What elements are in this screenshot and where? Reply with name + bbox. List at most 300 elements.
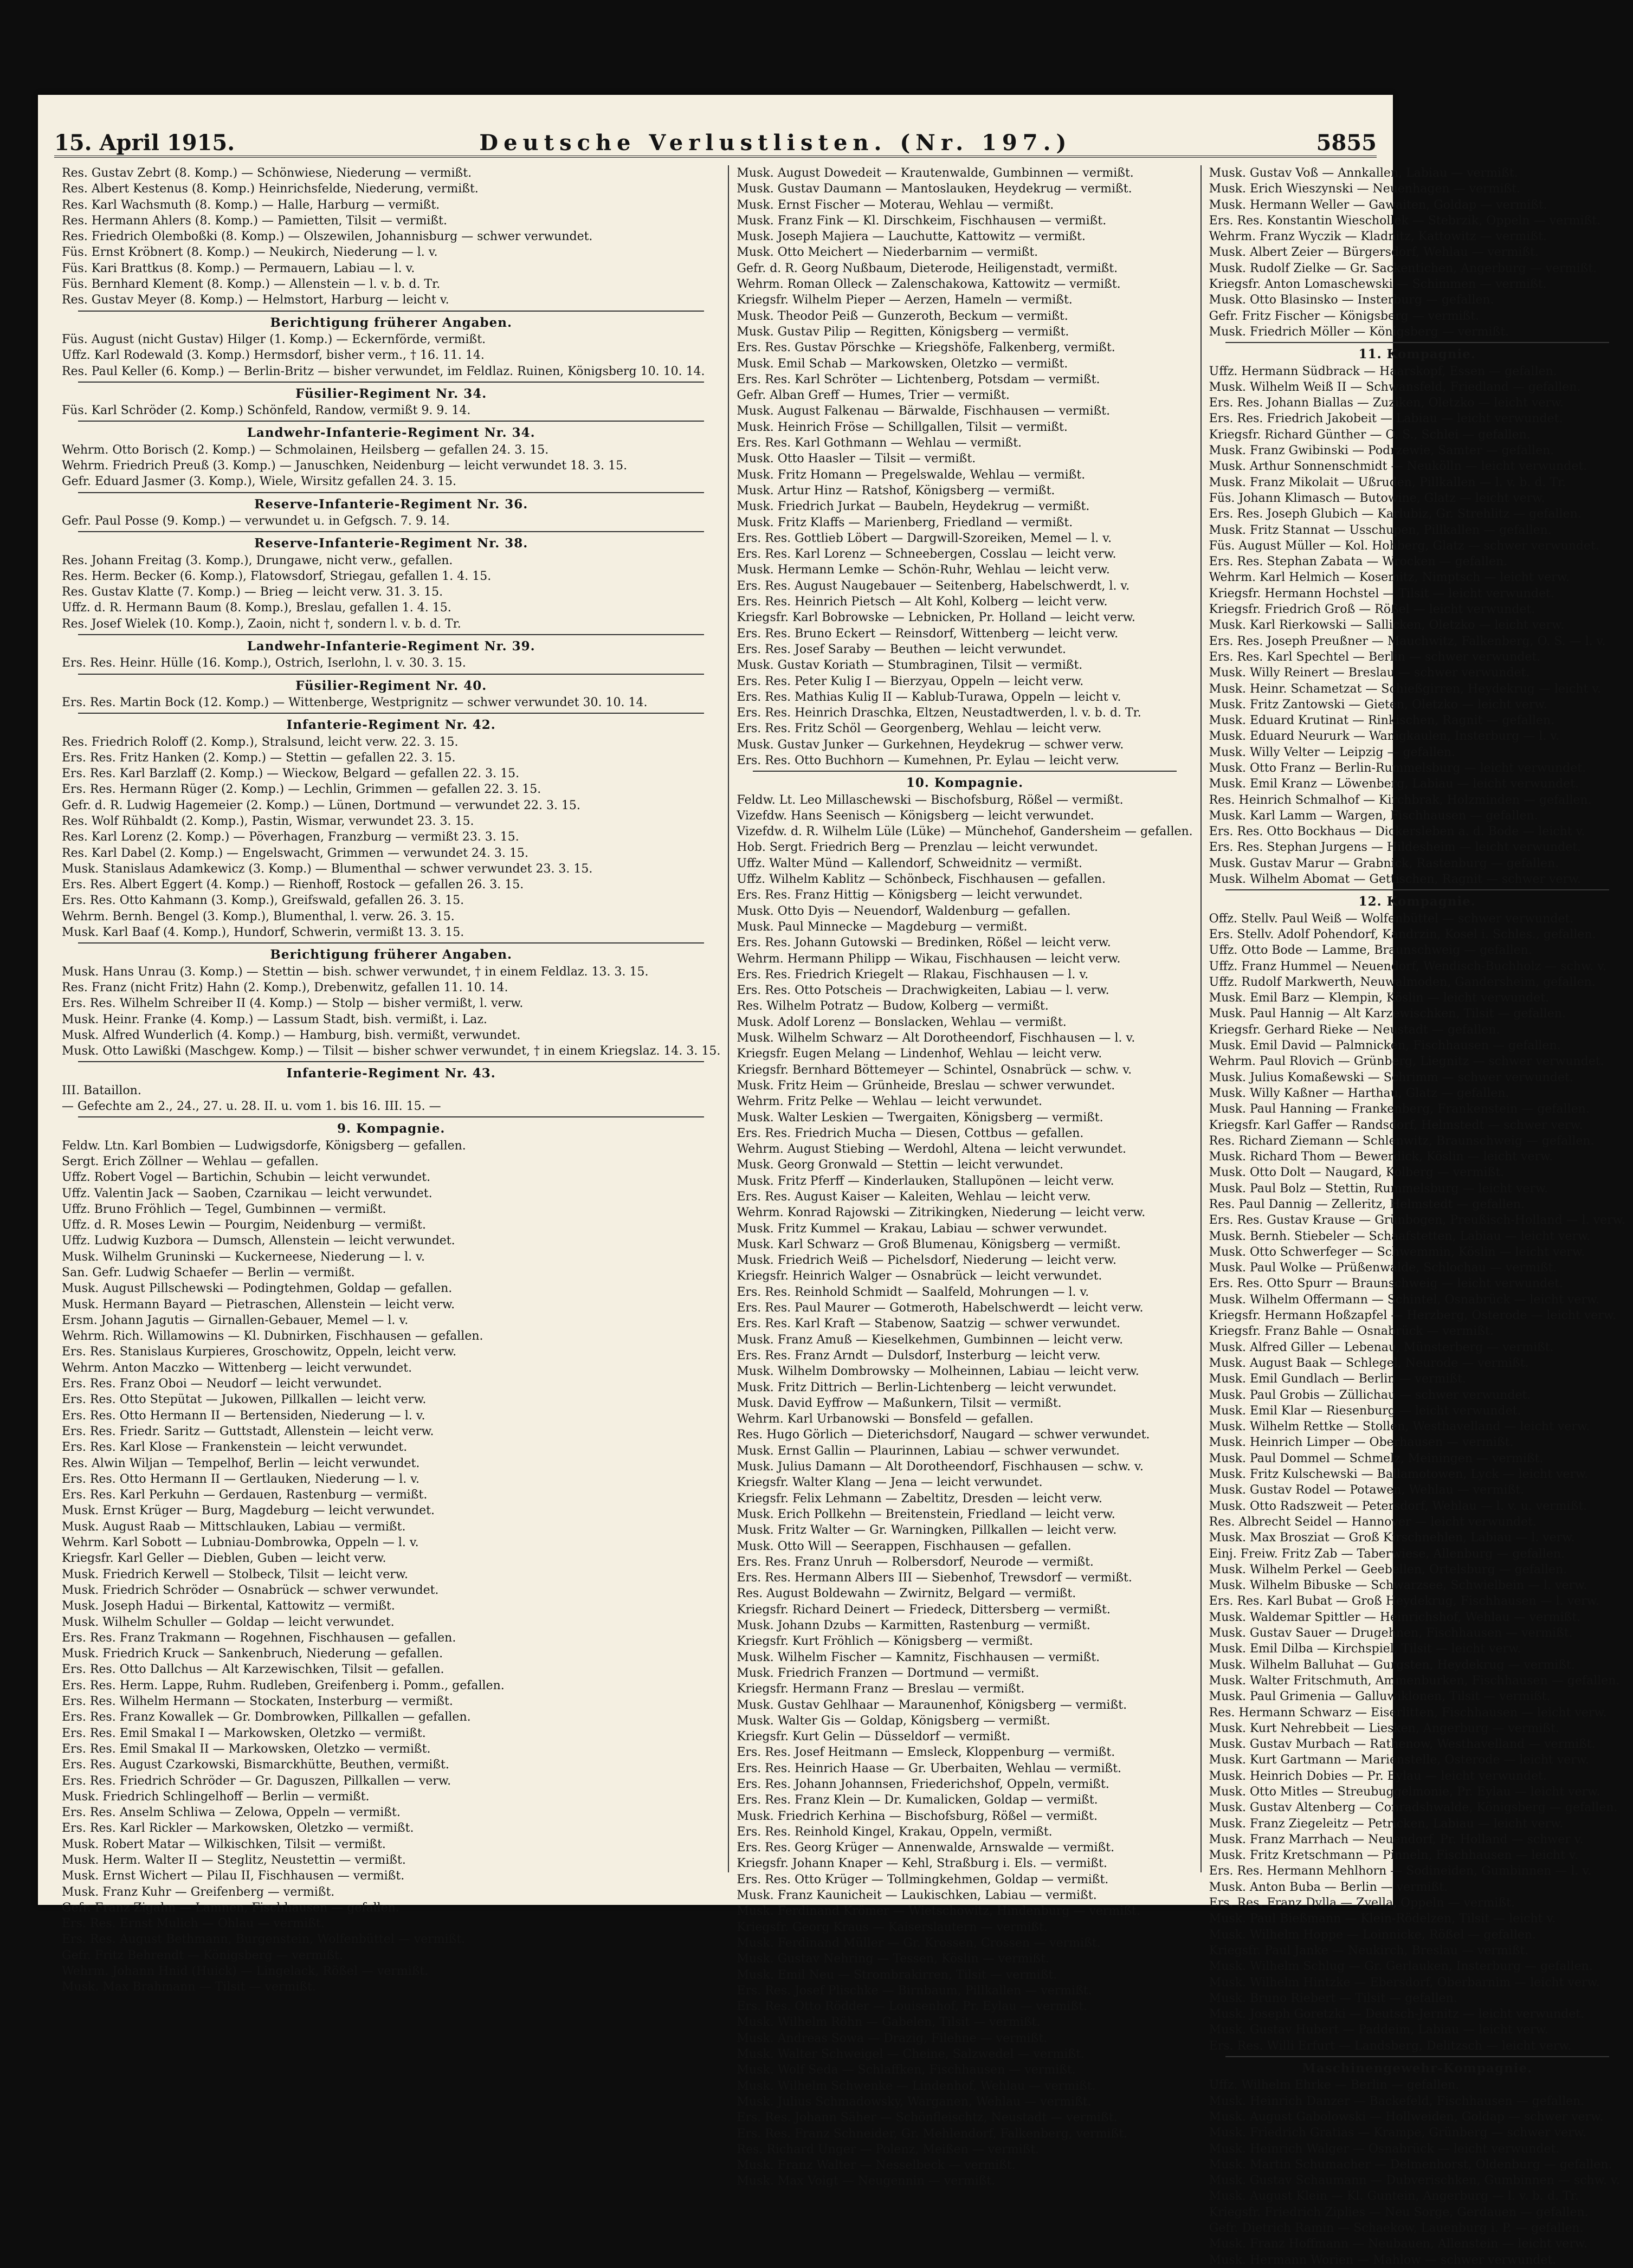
casualty-entry: Ers. Res. Emil Smakal II — Markowsken, Oletzko — vermißt.: [62, 1742, 431, 1756]
casualty-entry: Musk. Franz Hoffmann — Neubauen, Allenstein — leicht verw.: [1209, 2237, 1588, 2251]
casualty-entry: Musk. Albert Zeier — Bürgersdorf, Wehlau — vermißt.: [1209, 245, 1539, 260]
casualty-entry: Musk. Fritz Heim — Grünheide, Breslau — schwer verwundet.: [737, 1078, 1115, 1093]
casualty-entry: Wehrm. Franz Wyczik — Kladnitz, Kattowitz — vermißt.: [1209, 230, 1547, 244]
casualty-entry: Kriegsfr. Gerhard Rieke — Neustadt — gefallen.: [1209, 1023, 1500, 1037]
casualty-entry: Musk. Otto Haasler — Tilsit — vermißt.: [737, 452, 976, 466]
casualty-entry: Musk. Arthur Sonnenschmidt — Neukölln — leicht verwundet.: [1209, 460, 1587, 474]
casualty-entry: Musk. Fritz Zantowski — Gieten, Oletzko — leicht verw.: [1209, 697, 1547, 712]
casualty-entry: Gefr. Alban Greff — Humes, Trier — vermißt.: [737, 389, 1010, 403]
casualty-entry: Ers. Res. Franz Hittig — Königsberg — leicht verwundet.: [737, 888, 1083, 902]
header-title-text: Deutsche Verlustlisten.: [479, 130, 887, 156]
casualty-entry: Ers. Res. Hermann Mehlhorn — Sodineiden, Gumbinnen — l. v.: [1209, 1864, 1592, 1878]
casualty-entry: Ers. Res. Franz Kowallek — Gr. Dombrowken, Pillkallen — gefallen.: [62, 1710, 471, 1724]
section-divider: [1225, 342, 1609, 343]
casualty-entry: Ers. Res. Heinrich Haase — Gr. Uberbaiten, Wehlau — vermißt.: [737, 1761, 1122, 1775]
casualty-entry: Musk. Franz Kaunicheit — Laukischken, Labiau — vermißt.: [737, 1889, 1097, 1903]
casualty-entry: Musk. Joseph Majiera — Lauchutte, Kattowitz — vermißt.: [737, 230, 1086, 244]
casualty-entry: Musk. Friedrich Kruck — Sankenbruch, Niederung — gefallen.: [62, 1647, 443, 1661]
casualty-entry: Ers. Res. Hermann Albers III — Siebenhof, Trewsdorf — vermißt.: [737, 1571, 1132, 1585]
casualty-entry: Ers. Res. Karl Klose — Frankenstein — leicht verwundet.: [62, 1440, 408, 1455]
casualty-entry: Uffz. Karl Rodewald (3. Komp.) Hermsdorf, bisher verm., † 16. 11. 14.: [62, 348, 485, 363]
casualty-entry: Musk. Paul Bolz — Stettin, Rummelsburg — leicht verw.: [1209, 1181, 1548, 1196]
casualty-entry: Ers. Res. Otto Hermann II — Bertensiden, Niederung — l. v.: [62, 1408, 425, 1423]
casualty-entry: Musk. Willy Kaßner — Harthau, Glatz — gefallen.: [1209, 1086, 1509, 1100]
casualty-entry: Musk. Karl Schwarz — Groß Blumenau, Königsberg — vermißt.: [737, 1237, 1121, 1251]
casualty-entry: Musk. Willy Reinert — Breslau — schwer verwundet.: [1209, 666, 1530, 680]
casualty-entry: Musk. Georg Gronwald — Stettin — leicht verwundet.: [737, 1158, 1063, 1172]
casualty-entry: Wehrm. Roman Olleck — Zalenschakowa, Kattowitz — vermißt.: [737, 277, 1121, 292]
casualty-entry: Ers. Res. Herm. Lappe, Ruhm. Rudleben, Greifenberg i. Pomm., gefallen.: [62, 1678, 505, 1692]
casualty-entry: Musk. Otto Lawißki (Maschgew. Komp.) — Tilsit — bisher schwer verwundet, † in einem Kriegslaz. 14. 3. 15.: [62, 1044, 721, 1058]
section-divider: [78, 674, 704, 675]
casualty-entry: Musk. Walter Fritschmuth, Ammenburken, Fischhausen — gefallen.: [1209, 1673, 1620, 1688]
casualty-entry: Res. Alwin Wiljan — Tempelhof, Berlin — leicht verwundet.: [62, 1456, 420, 1470]
casualty-entry: Ers. Res. Franz Schneider, Gr. Mehlendorf, Falkenberg, vermißt.: [737, 2127, 1128, 2141]
casualty-entry: Musk. Alfred Giller — Lebenau, Münsterberg — vermißt.: [1209, 1340, 1554, 1354]
casualty-entry: Musk. Fritz Klaffs — Marienberg, Friedland — vermißt.: [737, 515, 1073, 529]
casualty-entry: Uffz. Rudolf Markwerth, Neuwalmoden, Gandersheim, gefallen.: [1209, 975, 1596, 989]
casualty-entry: Musk. Julius Damann — Alt Dorotheendorf, Fischhausen — schw. v.: [737, 1460, 1144, 1474]
section-divider: [78, 1116, 704, 1117]
casualty-entry: Musk. Emil David — Palmnicken, Fischhausen — gefallen.: [1209, 1039, 1561, 1053]
casualty-entry: Gefr. Fritz Fischer — Königsberg — vermißt.: [1209, 309, 1480, 323]
casualty-entry: Musk. Gustav Gehlhaar — Maraunenhof, Königsberg — vermißt.: [737, 1698, 1127, 1712]
casualty-entry: Musk. Otto Dolt — Naugard, Kolberg — vermißt.: [1209, 1166, 1505, 1180]
column-3: [1202, 165, 1633, 2267]
casualty-entry: Musk. Max Brahmann — Tilsit — vermißt.: [62, 1980, 316, 1994]
casualty-entry: Ers. Res. Anselm Schliwa — Zelowa, Oppeln — vermißt.: [62, 1806, 401, 1820]
casualty-entry: Vizefdw. Hans Seenisch — Königsberg — leicht verwundet.: [737, 809, 1094, 823]
casualty-entry: Musk. August Raab — Mittschlauken, Labiau — vermißt.: [62, 1520, 406, 1534]
casualty-entry: Kriegsfr. Johann Knaper — Kehl, Straßburg i. Els. — vermißt.: [737, 1857, 1107, 1871]
casualty-entry: Musk. Otto Radszweit — Petersdorf, Wehlau — l. v. u. vermißt.: [1209, 1499, 1587, 1513]
casualty-entry: Ers. Res. Karl Bubat — Groß Heydekrug, Fischhausen — l. verw.: [1209, 1594, 1599, 1608]
casualty-entry: Ers. Res. Stephan Jurgens — Hildesheim — leicht verwundet.: [1209, 841, 1582, 855]
section-heading: Maschinengewehr-Kompagnie.: [1302, 2061, 1533, 2076]
casualty-entry: Ers. Res. Johann Gutowski — Bredinken, Rößel — leicht verw.: [737, 936, 1111, 950]
casualty-entry: Musk. August Pillschewski — Podingtehmen, Goldap — gefallen.: [62, 1282, 453, 1296]
casualty-entry: Füs. August (nicht Gustav) Hilger (1. Komp.) — Eckernförde, vermißt.: [62, 332, 486, 346]
casualty-entry: Musk. Paul Grimenia — Galluwiklonen, Tilsit — vermißt.: [1209, 1690, 1551, 1704]
casualty-entry: Uffz. Wilhelm Ehrke — Berlin — gefallen.: [1209, 2078, 1460, 2092]
section-heading: 12. Kompagnie.: [1358, 894, 1476, 909]
casualty-entry: Ers. Res. Friedrich Mucha — Diesen, Cottbus — gefallen.: [737, 1126, 1084, 1140]
casualty-entry: Musk. Ferdinand Krömer — Wietschowitz, Hindenburg — vermißt.: [737, 1904, 1140, 1918]
casualty-entry: Musk. Richard Thom — Bewerdick, Köslin — leicht verw.: [1209, 1150, 1553, 1164]
casualty-entry: Musk. Robert Matar — Wilkischken, Tilsit — vermißt.: [62, 1837, 386, 1851]
casualty-entry: Ers. Res. Heinr. Hülle (16. Komp.), Ostrich, Iserlohn, l. v. 30. 3. 15.: [62, 656, 466, 670]
casualty-entry: Wehrm. Friedrich Preuß (3. Komp.) — Januschken, Neidenburg — leicht verwundet 18. 3. 15.: [62, 459, 628, 473]
casualty-entry: Musk. Gustav Rodel — Potawen, Wehlau — vermißt.: [1209, 1483, 1525, 1497]
casualty-entry: Musk. Paul Hanning — Frankenberg, Frankenstein — gefallen.: [1209, 1102, 1590, 1116]
casualty-entry: Ers. Res. Georg Krüger — Annenwalde, Arnswalde — vermißt.: [737, 1841, 1115, 1855]
casualty-entry: Musk. Wilhelm Hintzke — Ebersdorf, Oberbarnim — leicht verw.: [1209, 1975, 1600, 1989]
casualty-entry: Musk. Kurt Nehrebbeit — Liesken, Angerburg — vermißt.: [1209, 1721, 1559, 1735]
casualty-entry: Uffz. d. R. Hermann Baum (8. Komp.), Breslau, gefallen 1. 4. 15.: [62, 601, 451, 615]
casualty-entry: Kriegsfr. Eugen Melang — Lindenhof, Wehlau — leicht verw.: [737, 1047, 1102, 1061]
casualty-entry: Kriegsfr. Franz Bahle — Osnabrück — vermißt.: [1209, 1324, 1494, 1339]
casualty-entry: Musk. Paul Hannig — Alt Karzewischken, Tilsit — gefallen.: [1209, 1007, 1566, 1021]
casualty-entry: Musk. Gustav Pilip — Regitten, Königsberg — vermißt.: [737, 325, 1069, 339]
casualty-entry: Ers. Res. Josef Saraby — Beuthen — leicht verwundet.: [737, 642, 1066, 656]
casualty-entry: Ers. Res. Otto Spurr — Braunschweig — leicht verwundet.: [1209, 1277, 1564, 1291]
section-divider: [1225, 2056, 1609, 2057]
casualty-entry: Musk. Otto Meichert — Niederbarnim — vermißt.: [737, 245, 1038, 260]
casualty-entry: Ers. Res. Hermann Rüger (2. Komp.) — Lechlin, Grimmen — gefallen 22. 3. 15.: [62, 783, 541, 797]
column-1: [54, 165, 729, 1994]
section-heading: Füsilier-Regiment Nr. 34.: [295, 386, 487, 401]
casualty-entry: Musk. Heinrich Limper — Oberhausen — vermißt.: [1209, 1436, 1514, 1450]
casualty-entry: Res. Gustav Klatte (7. Komp.) — Brieg — leicht verw. 31. 3. 15.: [62, 585, 443, 599]
casualty-entry: Ers. Res. Friedrich Jakobeit — Labiau — leicht verwundet.: [1209, 412, 1563, 426]
casualty-entry: Vizefdw. d. R. Wilhelm Lüle (Lüke) — Münchehof, Gandersheim — gefallen.: [737, 825, 1193, 839]
casualty-entry: Gefr. Fritz Behrendt — Königsberg — vermißt.: [62, 1948, 343, 1962]
casualty-entry: Musk. Stanislaus Adamkewicz (3. Komp.) — Blumenthal — schwer verwundet 23. 3. 15.: [62, 862, 593, 876]
casualty-entry: Ers. Res. Joseph Glubich — Karlubiz, Gr. Strehlitz — gefallen.: [1209, 507, 1582, 521]
casualty-entry: Res. Hugo Görlich — Dieterichsdorf, Naugard — schwer verwundet.: [737, 1428, 1150, 1442]
casualty-entry: Uffz. Robert Vogel — Bartichin, Schubin — leicht verwundet.: [62, 1171, 431, 1185]
casualty-entry: Musk. Max Brosziat — Groß Kirschnehlen, Labiau — l. verw.: [1209, 1531, 1575, 1545]
casualty-entry: Musk. Karl Baaf (4. Komp.), Hundorf, Schwerin, vermißt 13. 3. 15.: [62, 926, 464, 940]
casualty-entry: Ers. Res. Otto Bockhaus — Dickersleben a. d. Bode — leicht v.: [1209, 825, 1585, 839]
casualty-entry: Musk. Julius Komaßewski — Schrimm — schwer verwundet.: [1209, 1070, 1573, 1084]
casualty-entry: Wehrm. Johann Hnid (Huick) — Lingelack, Rößel — vermißt.: [62, 1965, 429, 1979]
casualty-entry: Res. Richard Unger — Polenz, Meißen — vermißt.: [737, 2142, 1040, 2156]
casualty-entry: Wehrm. Paul Rlovich — Grünberg, Liegnitz — schwer verwundet.: [1209, 1055, 1604, 1069]
casualty-entry: Feldw. Ltn. Karl Bombien — Ludwigsdorfe, Königsberg — gefallen.: [62, 1139, 466, 1153]
casualty-entry: Musk. Emil Kranz — Löwenberg, Labiau — leicht verwundet.: [1209, 777, 1579, 791]
casualty-entry: Wehrm. Bernh. Bengel (3. Komp.), Blumenthal, l. verw. 26. 3. 15.: [62, 909, 455, 923]
casualty-entry: Ers. Res. Karl Lorenz — Schneebergen, Cosslau — leicht verw.: [737, 547, 1116, 561]
casualty-entry: Musk. Gustav Voß — Annkallen, Labiau — vermißt.: [1209, 166, 1518, 180]
casualty-entry: Musk. Wilhelm Perkel — Geebellen, Ortelsburg — gefallen.: [1209, 1562, 1567, 1576]
section-divider: [78, 1061, 704, 1062]
casualty-entry: Res. Albert Kestenus (8. Komp.) Heinrichsfelde, Niederung, vermißt.: [62, 182, 479, 196]
casualty-entry: Musk. Fritz Kummel — Krakau, Labiau — schwer verwundet.: [737, 1222, 1107, 1236]
casualty-entry: Res. Wolf Rühbaldt (2. Komp.), Pastin, Wismar, verwundet 23. 3. 15.: [62, 814, 474, 828]
casualty-entry: Musk. Eduard Neururk — Wanigkaulen, Insterburg — l. v.: [1209, 729, 1560, 744]
casualty-entry: Musk. Kurt Gartmann — Marienstelle, Osterode — leicht verw.: [1209, 1753, 1590, 1767]
casualty-entry: Musk. Otto Dyis — Neuendorf, Waldenburg — gefallen.: [737, 904, 1071, 918]
casualty-entry: Musk. Gustav Daumann — Mantoslauken, Heydekrug — vermißt.: [737, 182, 1132, 196]
casualty-entry: Musk. Karl Rierkowski — Sallicken, Oletzko — leicht verw.: [1209, 618, 1565, 632]
casualty-entry: Gefr. d. R. Ludwig Hagemeier (2. Komp.) — Lünen, Dortmund — verwundet 22. 3. 15.: [62, 798, 580, 812]
casualty-entry: Uffz. d. R. Moses Lewin — Pourgim, Neidenburg — vermißt.: [62, 1218, 426, 1232]
casualty-entry: Ers. Res. Willi Erfurt — Landsberg, Delitzsch — leicht verw.: [1209, 2039, 1572, 2053]
casualty-entry: Musk. Franz Gwibinski — Podrzewie, Samter — gefallen.: [1209, 444, 1554, 458]
casualty-entry: Musk. Rudolf Zielke — Gr. Sackentichen, Angerburg — vermißt.: [1209, 261, 1597, 275]
casualty-entry: Ers. Res. Karl Spechtel — Berlin — schwer verwundet.: [1209, 650, 1541, 664]
casualty-entry: Musk. Wilhelm Balluhat — Gurgsten, Heydekrug — vermißt.: [1209, 1658, 1575, 1672]
casualty-entry: Wehrm. Anton Maczko — Wittenberg — leicht verwundet.: [62, 1361, 412, 1375]
casualty-entry: Res. Gustav Zebrt (8. Komp.) — Schönwiese, Niederung — vermißt.: [62, 166, 472, 180]
casualty-entry: Musk. Fritz Kretschmann — Pinneln, Fischhausen — leicht v.: [1209, 1849, 1578, 1863]
casualty-entry: Res. Paul Dannig — Zelleritz, Helmstedt — gefallen.: [1209, 1198, 1525, 1211]
casualty-entry: Ers. Res. Otto Dallchus — Alt Karzewischken, Tilsit — gefallen.: [62, 1663, 444, 1677]
casualty-entry: Musk. Heinrich Dobies — Pr. Eylau — leicht verwundet.: [1209, 1769, 1547, 1783]
casualty-entry: Musk. Heinrich Fröse — Schillgallen, Tilsit — vermißt.: [737, 420, 1068, 434]
casualty-entry: Ers. Res. August Bethmann, Burgenstein, Wolfenbüttel — vermißt.: [62, 1933, 466, 1947]
casualty-entry: Ers. Res. Stanislaus Kurpieres, Groschowitz, Oppeln, leicht verw.: [62, 1345, 457, 1359]
casualty-entry: Musk. Gustav Schaumann — Dubverischken, Gumbinnen — schw. v.: [1209, 2174, 1620, 2188]
casualty-entry: Musk. Friedrich Weiß — Pichelsdorf, Niederung — leicht verw.: [737, 1253, 1116, 1268]
casualty-entry: Ersm. Johann Jagutis — Girnallen-Gebauer, Memel — l. v.: [62, 1313, 409, 1327]
newspaper-page: [38, 95, 1625, 2267]
casualty-entry: Uffz. Otto Bode — Lamme, Braunschweig — gefallen.: [1209, 944, 1532, 958]
casualty-entry: Ers. Res. Karl Kraft — Stabenow, Saatzig — schwer verwundet.: [737, 1317, 1121, 1331]
casualty-entry: Ers. Res. Otto Potscheis — Drachwigkeiten, Labiau — l. verw.: [737, 984, 1109, 998]
casualty-entry: Wehrm. August Stiebing — Werdohl, Altena — leicht verwundet.: [737, 1142, 1126, 1156]
casualty-entry: Wehrm. Konrad Rajowski — Zitrikingken, Niederung — leicht verw.: [737, 1206, 1146, 1220]
casualty-entry: Sergt. Erich Zöllner — Wehlau — gefallen.: [62, 1154, 319, 1168]
casualty-entry: Kriegsfr. Felix Lehmann — Zabeltitz, Dresden — leicht verw.: [737, 1491, 1102, 1505]
casualty-entry: Res. Karl Wachsmuth (8. Komp.) — Halle, Harburg — vermißt.: [62, 198, 440, 212]
casualty-entry: Musk. Wilhelm Dombrowsky — Molheinnen, Labiau — leicht verw.: [737, 1365, 1139, 1379]
casualty-entry: Musk. Emil Gundlach — Berlin — vermißt.: [1209, 1372, 1466, 1386]
casualty-entry: Musk. Fritz Dittrich — Berlin-Lichtenberg — leicht verwundet.: [737, 1380, 1117, 1394]
casualty-entry: Ers. Res. Reinhold Kingel, Krakau, Oppeln, vermißt.: [737, 1825, 1053, 1839]
header-page-number: 5855: [1316, 130, 1377, 156]
casualty-entry: Musk. Wilhelm Weiß II — Schwansfeld, Friedland — gefallen.: [1209, 380, 1581, 394]
casualty-entry: Füs. Bernhard Klement (8. Komp.) — Allenstein — l. v. b. d. Tr.: [62, 277, 441, 292]
casualty-entry: Offz. Stellv. Paul Weiß — Wolfenbüttel — schwer verwundet.: [1209, 912, 1574, 926]
page-header: [54, 127, 1377, 158]
header-title: [479, 130, 1072, 156]
casualty-entry: Musk. Johann Dzubs — Karmitten, Rastenburg — vermißt.: [737, 1619, 1090, 1633]
casualty-entry: Musk. Heinrich Danzer — Backefeld, Fischhausen — gefallen.: [1209, 2094, 1585, 2108]
casualty-entry: Musk. Walter Schweigel — Cheine, Salzwedel — vermißt.: [737, 2047, 1085, 2062]
casualty-entry: Musk. Ferdinand Müller — Gr. Krossen, Crossen — vermißt.: [737, 1936, 1101, 1950]
casualty-entry: Kriegsfr. Heinrich Walger — Osnabrück — leicht verwundet.: [737, 1269, 1102, 1283]
casualty-entry: Musk. Gustav Murbach — Rathenow, Westhavelland — vermißt.: [1209, 1737, 1596, 1752]
casualty-entry: Musk. August Gabolowski — Hollweiden, Goldap — schwer verw.: [1209, 2110, 1604, 2124]
casualty-entry: Musk. Theodor Peiß — Gunzeroth, Beckum — vermißt.: [737, 309, 1068, 323]
casualty-entry: Ers. Res. Franz Dylla — Zyella, Oppeln — vermißt.: [1209, 1896, 1515, 1910]
section-divider: [78, 531, 704, 532]
section-heading: 11. Kompagnie.: [1358, 347, 1476, 362]
section-divider: [1225, 889, 1609, 890]
casualty-entry: Res. Heinrich Schmalhof — Kirchbrak, Holzminden — gefallen.: [1209, 793, 1592, 807]
casualty-entry: Musk. Heinr. Franke (4. Komp.) — Lassum Stadt, bish. vermißt, i. Laz.: [62, 1012, 487, 1026]
casualty-entry: Musk. Franz Fink — Kl. Dirschkeim, Fischhausen — vermißt.: [737, 214, 1107, 228]
casualty-entry: Musk. Emil Neu — Strombrakirren, Tilsit — vermißt.: [737, 1968, 1057, 1982]
casualty-entry: Musk. Heinr. Schametzat — Schießgirren, Heydekrug — leicht v.: [1209, 682, 1602, 696]
casualty-entry: Ers. Res. Karl Perkuhn — Gerdauen, Rastenburg — vermißt.: [62, 1488, 428, 1502]
casualty-entry: Uffz. Bruno Fröhlich — Tegel, Gumbinnen — vermißt.: [62, 1202, 386, 1216]
casualty-entry: Musk. Gustav Altenberg — Conradshwalde, Königsberg — gefallen.: [1209, 1801, 1618, 1815]
casualty-entry: Musk. Adolf Lorenz — Bonslacken, Wehlau — vermißt.: [737, 1015, 1067, 1029]
casualty-entry: Musk. Hermann Lemke — Schön-Ruhr, Wehlau — leicht verw.: [737, 563, 1110, 577]
casualty-entry: Musk. Emil Dilba — Kirchspiel, Tilsit — leicht verw.: [1209, 1642, 1521, 1656]
casualty-entry: Musk. Friedrich Schlingelhoff — Berlin — vermißt.: [62, 1789, 370, 1804]
casualty-entry: Musk. Eduard Krutinat — Rinkischen, Ragnit — gefallen.: [1209, 714, 1555, 728]
casualty-entry: Musk. Bruno Riebert — Tilsit — gefallen.: [1209, 1991, 1457, 2005]
casualty-entry: Kriegsfr. Karl Gaffer — Randsdorf, Helmstedt — schwer verw.: [1209, 1118, 1583, 1132]
casualty-entry: Wehrm. Karl Urbanowski — Bonsfeld — gefallen.: [737, 1412, 1034, 1426]
casualty-entry: Musk. Gustav Koriath — Stumbraginen, Tilsit — vermißt.: [737, 658, 1083, 673]
header-date: 15. April 1915.: [54, 130, 235, 156]
casualty-entry: Musk. Wilhelm Gruninski — Kuckerneese, Niederung — l. v.: [62, 1250, 425, 1264]
casualty-entry: Musk. Walter Gis — Goldap, Königsberg — vermißt.: [737, 1714, 1050, 1728]
section-heading: Landwehr-Infanterie-Regiment Nr. 39.: [247, 639, 535, 654]
casualty-entry: Musk. Anton Buba — Berlin — vermißt.: [1209, 1880, 1448, 1894]
casualty-entry: Ers. Res. Fritz Schöl — Georgenberg, Wehlau — leicht verw.: [737, 722, 1102, 736]
casualty-entry: Ers. Res. Johann Säher — Schönfleischtz, Neustadt — vermißt.: [737, 2111, 1118, 2125]
casualty-entry: Ers. Res. August Naugebauer — Seitenberg, Habelschwerdt, l. v.: [737, 579, 1130, 593]
casualty-entry: Musk. Julius Schmadowsky, Warganen, Wehlau — vermißt.: [737, 2095, 1092, 2109]
casualty-entry: Musk. Ernst Wichert — Pilau II, Fischhausen — vermißt.: [62, 1869, 405, 1883]
casualty-entry: Kriegsfr. Paul Janke — Neukirch, Breslau — vermißt.: [1209, 1943, 1529, 1957]
section-heading: Reserve-Infanterie-Regiment Nr. 36.: [254, 496, 528, 512]
casualty-entry: Musk. Wilhelm Fischer — Kamnitz, Fischhausen — vermißt.: [737, 1650, 1100, 1664]
casualty-entry: Kriegsfr. Richard Günther — O. S., Schlei — gefallen.: [1209, 428, 1531, 442]
casualty-entry: Uffz. Franz Hummel — Neuendorf, Wendisch-Buchholz — schw. v.: [1209, 959, 1606, 973]
casualty-entry: Ers. Res. Friedrich Kriegelt — Rlakau, Fischhausen — l. v.: [737, 967, 1089, 981]
casualty-entry: Musk. Franz Walter — Nesselbeck — vermißt.: [737, 2159, 1016, 2173]
casualty-entry: Musk. Friedrich Jurkat — Baubeln, Heydekrug — vermißt.: [737, 500, 1090, 514]
casualty-entry: Einj. Freiw. Fritz Zab — Taberwiese, Allenburg — gefallen.: [1209, 1547, 1565, 1561]
casualty-entry: Ers. Res. Franz Arndt — Dulsdorf, Insterburg — leicht verw.: [737, 1348, 1101, 1362]
casualty-entry: Musk. Wilhelm Röhn — Gabelen, Tilsit — vermißt.: [737, 2015, 1041, 2030]
casualty-entry: Kriegsfr. Hermann Hoßzapfel — Herzberg, Osterode — leicht verw.: [1209, 1309, 1617, 1323]
casualty-entry: Musk. Fritz Walter — Gr. Warningken, Pillkallen — leicht verw.: [737, 1523, 1117, 1537]
casualty-entry: Musk. Otto Will — Seerappen, Fischhausen — gefallen.: [737, 1539, 1072, 1553]
casualty-entry: Ers. Res. Stephan Zabata — Wrocken — gefallen.: [1209, 555, 1508, 569]
casualty-entry: Musk. Hermann Worien — Mahlow — schwer verwundet.: [1209, 2253, 1557, 2267]
casualty-entry: Ers. Res. Otto Kahmann (3. Komp.), Greifswald, gefallen 26. 3. 15.: [62, 894, 464, 908]
casualty-entry: Musk. Gustav Sauer — Drugehnen, Fischhausen — vermißt.: [1209, 1626, 1573, 1640]
casualty-entry: Res. Friedrich Olemboßki (8. Komp.) — Olszewilen, Johannisburg — schwer verwundet.: [62, 230, 593, 244]
casualty-entry: Musk. Paul Dommel — Schmelz, Meiningen — vermißt.: [1209, 1451, 1544, 1465]
casualty-entry: Musk. Walter Leskien — Twergaiten, Königsberg — vermißt.: [737, 1110, 1103, 1125]
casualty-entry: Musk. Joseph Hadui — Birkental, Kattowitz — vermißt.: [62, 1599, 395, 1613]
casualty-entry: Kriegsfr. Georg Kraus — Kaiserslautern — vermißt.: [737, 1920, 1048, 1934]
casualty-entry: Musk. Wilhelm Rettke — Stollen, Westhavelland — leicht verw.: [1209, 1420, 1590, 1434]
casualty-entry: Musk. David Eyffrow — Maßunkern, Tilsit — vermißt.: [737, 1396, 1062, 1410]
section-divider: [78, 713, 704, 714]
casualty-entry: Musk. Franz Kuhr — Greifenberg — vermißt.: [62, 1885, 335, 1899]
casualty-entry: Ers. Res. Joseph Preußner — Mauchwitz, Falkenberg, O. S. — l. v.: [1209, 634, 1606, 648]
casualty-entry: III. Bataillon.: [62, 1083, 141, 1097]
casualty-entry: Ers. Res. Martin Bock (12. Komp.) — Wittenberge, Westprignitz — schwer verwundet 30. 10. 14.: [62, 695, 648, 709]
casualty-entry: Kriegsfr. Kurt Gelin — Düsseldorf — vermißt.: [737, 1730, 1011, 1744]
casualty-entry: Musk. August Klein — Kl. Guntein, Angerburg — l. v. b. d. Tr.: [1209, 2189, 1579, 2204]
casualty-entry: Musk. Wolf Seda — Schlaffken, Fischhausen — vermißt.: [737, 2063, 1076, 2077]
casualty-entry: Uffz. Hermann Südbrack — Haarskopf, Essen — gefallen.: [1209, 364, 1557, 378]
casualty-entry: Musk. Ernst Gallin — Plaurinnen, Labiau — schwer verwundet.: [737, 1444, 1120, 1458]
casualty-entry: Musk. Otto Blasinsko — Insterburg — gefallen.: [1209, 293, 1494, 307]
casualty-entry: Musk. Otto Mitles — Streubuggelmonie, Pr. Eylau — leicht verw.: [1209, 1785, 1600, 1799]
casualty-entry: Musk. Bernh. Stiebeler — Schaafstetten, Labiau — leicht verw.: [1209, 1229, 1591, 1243]
casualty-entry: Musk. August Baak — Schlegel, Neurode — vermißt.: [1209, 1356, 1529, 1370]
casualty-entry: Res. Albrecht Seidel — Hannover — leicht verwundet.: [1209, 1515, 1537, 1529]
casualty-entry: Ers. Res. Heinrich Draschka, Eltzen, Neustadtwerden, l. v. b. d. Tr.: [737, 706, 1141, 720]
casualty-entry: Kriegsfr. Bernhard Böttemeyer — Schintel, Osnabrück — schw. v.: [737, 1063, 1132, 1077]
casualty-entry: Musk. Friedrich Franzen — Dortmund — vermißt.: [737, 1666, 1040, 1680]
casualty-entry: Res. Richard Ziemann — Schlenwitz, Braunschweig — gefallen.: [1209, 1134, 1595, 1148]
casualty-entry: San. Gefr. Ludwig Schaefer — Berlin — vermißt.: [62, 1266, 355, 1280]
casualty-entry: Gefr. Franz Zigahn — Lamnen, Fischhausen — gefallen.: [62, 1901, 399, 1915]
casualty-entry: Ers. Res. Johann Johannsen, Friederichshof, Oppeln, vermißt.: [737, 1777, 1109, 1791]
column-2: [729, 165, 1201, 2188]
casualty-entry: Musk. Paul Bießmann — Klein-Rödelzen, Tilsit — leicht v.: [1209, 1912, 1556, 1926]
header-issue: (Nr. 197.): [900, 130, 1072, 156]
casualty-entry: Ers. Res. Karl Rickler — Markowsken, Oletzko — vermißt.: [62, 1821, 414, 1836]
casualty-entry: Kriegsfr. Hermann Hochstel — Tilsit — leicht verwundet.: [1209, 586, 1554, 600]
casualty-entry: Kriegsfr. Anton Lomaschewski — Schimmen — vermißt.: [1209, 277, 1547, 292]
casualty-entry: Musk. Max Voigt — Neugennin — vermißt.: [737, 2174, 996, 2188]
casualty-entry: Füs. Kari Brattkus (8. Komp.) — Permauern, Labiau — l. v.: [62, 261, 415, 275]
casualty-entry: Musk. Paul Wolke — Prüßenwalde, Schlochau — vermißt.: [1209, 1261, 1557, 1275]
casualty-entry: Res. Johann Freitag (3. Komp.), Drungawe, nicht verw., gefallen.: [62, 553, 453, 567]
section-heading: Infanterie-Regiment Nr. 43.: [286, 1066, 496, 1081]
casualty-entry: Ers. Res. Otto Buchhorn — Kumehnen, Pr. Eylau — leicht verw.: [737, 753, 1119, 767]
section-divider: [78, 942, 704, 944]
casualty-entry: Kriegsfr. Wilhelm Pieper — Aerzen, Hameln — vermißt.: [737, 293, 1073, 307]
casualty-entry: Musk. Wilhelm Bibuske — Schwarzsee, Schwielbein — l. verw.: [1209, 1579, 1587, 1593]
casualty-entry: Wehrm. Karl Helmich — Kosemitz, Nimptsch — leicht verw.: [1209, 571, 1570, 585]
casualty-entry: Kriegsfr. Walter Klang — Jena — leicht verwundet.: [737, 1476, 1043, 1490]
casualty-entry: Wehrm. Karl Sobott — Lubniau-Dombrowka, Oppeln — l. v.: [62, 1536, 419, 1550]
casualty-entry: Musk. Friedrich Kerhina — Bischofsburg, Rößel — vermißt.: [737, 1809, 1098, 1823]
casualty-entry: Uffz. Walter Münd — Kallendorf, Schweidnitz — vermißt.: [737, 856, 1082, 870]
casualty-entry: Ers. Res. Josef Plischke — Birnbaum, Pillkallen — vermißt.: [737, 1983, 1092, 1998]
casualty-entry: Musk. Willy Velter — Leipzig — gefallen.: [1209, 745, 1456, 759]
section-divider: [78, 382, 704, 383]
casualty-entry: Res. Hermann Schwarz — Eiserlitten, Fischhausen — leicht verw.: [1209, 1705, 1607, 1720]
casualty-entry: Ers. Res. Mathias Kulig II — Kablub-Turawa, Oppeln — leicht v.: [737, 690, 1121, 704]
casualty-entry: Feldw. Lt. Leo Millaschewski — Bischofsburg, Rößel — vermißt.: [737, 793, 1124, 807]
casualty-entry: Ers. Res. Ernst Mulich — Ohlau — vermißt.: [62, 1917, 325, 1931]
casualty-entry: Ers. Stellv. Adolf Pohendorf, Kandrzin, Kosel i. Schles., gefallen.: [1209, 927, 1596, 941]
casualty-entry: Kriegsfr. Hermann Franz — Breslau — vermißt.: [737, 1682, 1025, 1696]
casualty-entry: Ers. Res. Gustav Krause — Grünbogen, Preußisch-Holland — l. verw.: [1209, 1213, 1625, 1227]
casualty-entry: Musk. Wilhelm Offermann — Schintel, Osnabrück — leicht verw.: [1209, 1293, 1600, 1307]
casualty-entry: Musk. Otto Schwerfeger — Schwemmin, Köslin — leicht verw.: [1209, 1245, 1585, 1259]
casualty-entry: Ers. Res. Konstantin Wieschollek — Stebrzik, Oppeln — vermißt.: [1209, 214, 1601, 228]
casualty-entry: Ers. Res. Karl Gothmann — Wehlau — vermißt.: [737, 436, 1022, 450]
casualty-entry: Musk. Emil Schab — Markowsken, Oletzko — vermißt.: [737, 357, 1068, 371]
casualty-entry: Musk. Herm. Walter II — Steglitz, Neustettin — vermißt.: [62, 1853, 406, 1867]
casualty-entry: Füs. August Müller — Kol. Hohberg, Glatz — schwer verwundet.: [1209, 539, 1599, 553]
casualty-entry: Kriegsfr. Karl Geller — Dieblen, Guben — leicht verw.: [62, 1552, 386, 1566]
section-divider: [753, 771, 1176, 772]
casualty-entry: Gefr. Paul Posse (9. Komp.) — verwundet u. in Gefgsch. 7. 9. 14.: [62, 514, 450, 528]
casualty-entry: Musk. Friedrich Schröder — Osnabrück — schwer verwundet.: [62, 1583, 439, 1597]
section-divider: [78, 634, 704, 635]
casualty-entry: Res. Karl Dabel (2. Komp.) — Engelswacht, Grimmen — verwundet 24. 3. 15.: [62, 846, 528, 860]
casualty-entry: Musk. Franz Mikolait — Ußruden, Pillkallen — l. v. b. d. Tr.: [1209, 475, 1566, 489]
casualty-entry: Uffz. Ludwig Kuzbora — Dumsch, Allenstein — leicht verwundet.: [62, 1234, 455, 1248]
casualty-entry: Kriegsfr. Friedrich Ziplies — Neu Sorge, Gerdauen — gefallen.: [1209, 2205, 1589, 2219]
casualty-entry: Res. Hermann Ahlers (8. Komp.) — Pamietten, Tilsit — vermißt.: [62, 214, 447, 228]
casualty-entry: — Gefechte am 2., 24., 27. u. 28. II. u. vom 1. bis 16. III. 15. —: [62, 1100, 441, 1114]
casualty-entry: Ers. Res. Franz Oboi — Neudorf — leicht verwundet.: [62, 1377, 382, 1391]
casualty-entry: Ers. Res. Johann Biallas — Zuziken, Oletzko — leicht verw.: [1209, 396, 1564, 410]
casualty-entry: Gefr. d. R. Georg Nußbaum, Dieterode, Heiligenstadt, vermißt.: [737, 261, 1118, 275]
casualty-entry: Ers. Res. Gottlieb Löbert — Dargwill-Szoreiken, Memel — l. v.: [737, 531, 1112, 545]
casualty-entry: Ers. Res. Gustav Pörschke — Kriegshöfe, Falkenberg, vermißt.: [737, 341, 1115, 355]
casualty-entry: Ers. Res. Otto Stepütat — Jukowen, Pillkallen — leicht verw.: [62, 1393, 427, 1407]
casualty-entry: Ers. Res. Bruno Eckert — Reinsdorf, Wittenberg — leicht verw.: [737, 626, 1119, 641]
casualty-entry: Res. Josef Wielek (10. Komp.), Zaoin, nicht †, sondern l. v. b. d. Tr.: [62, 617, 461, 631]
casualty-entry: Kriegsfr. Karl Bobrowske — Lebnicken, Pr. Holland — leicht verw.: [737, 611, 1135, 625]
casualty-entry: Gefr. Dietrich Ramin — Schaekow, Lauenburg i. P. — gefallen.: [1209, 2221, 1584, 2235]
casualty-entry: Musk. Erich Wieszynski — Neuenhagen — vermißt.: [1209, 182, 1521, 196]
casualty-entry: Gefr. Eduard Jasmer (3. Komp.), Wiele, Wirsitz gefallen 24. 3. 15.: [62, 475, 457, 489]
casualty-entry: Füs. Johann Klimasch — Butowine, Glatz — leicht verw.: [1209, 491, 1545, 505]
casualty-entry: Ers. Res. Wilhelm Hermann — Stockaten, Insterburg — vermißt.: [62, 1695, 453, 1709]
